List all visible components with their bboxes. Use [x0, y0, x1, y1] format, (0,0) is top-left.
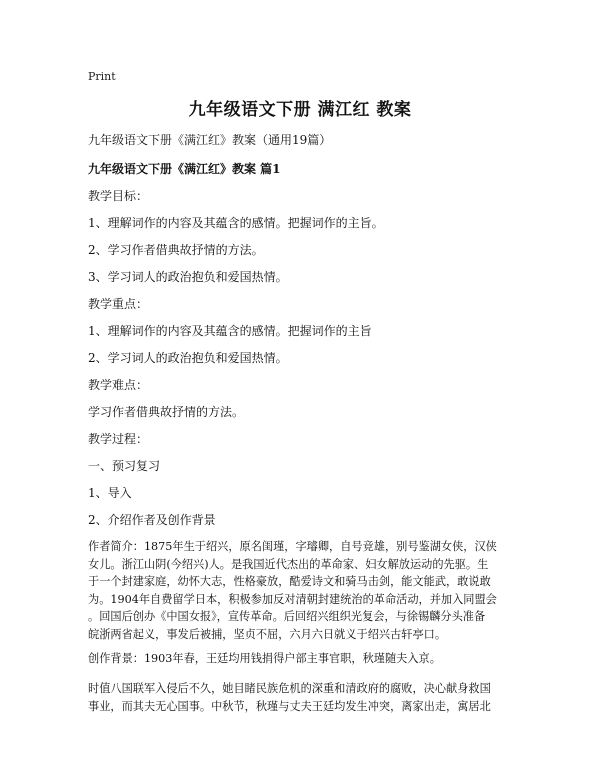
line-objective-1: 1、理解词作的内容及其蕴含的感情。把握词作的主旨。: [88, 216, 384, 230]
line-difficulty-heading: 教学难点：: [88, 378, 149, 392]
line-objective-3: 3、学习词人的政治抱负和爱国热情。: [88, 270, 288, 284]
creation-background: 创作背景：1903年春，王廷均用钱捐得户部主事官职，秋瑾随夫入京。: [88, 652, 441, 665]
line-objective-2: 2、学习作者借典故抒情的方法。: [88, 243, 264, 257]
author-intro-paragraph: [88, 538, 518, 644]
line-process-step-1: 一、预习复习: [88, 459, 161, 473]
line-process-author: 2、介绍作者及创作背景: [88, 513, 216, 527]
document-title: 九年级语文下册 满江红 教案: [188, 100, 412, 120]
author-intro-line: 为。1904年自费留学日本，积极参加反对清朝封建统治的革命活动，并加入同盟会: [88, 592, 497, 606]
line-process-import: 1、导入: [88, 486, 132, 500]
author-intro-line: 于一个封建家庭，幼怀大志，性格豪放，酷爱诗文和骑马击剑，能文能武，敢说敢: [88, 575, 491, 589]
line-keypoint-2: 2、学习词人的政治抱负和爱国热情。: [88, 351, 288, 365]
context-line: 事业，而其夫无心国事。中秋节，秋瑾与丈夫王廷均发生冲突，离家出走，寓居北: [88, 699, 491, 713]
author-intro-line: 。回国后创办《中国女报》，宣传革命。后回绍兴组织光复会，与徐锡麟分头准备: [88, 610, 486, 624]
context-paragraph: [88, 680, 518, 715]
line-difficulty-1: 学习作者借典故抒情的方法。: [88, 405, 245, 419]
document-subtitle: 九年级语文下册《满江红》教案（通用19篇）: [88, 133, 332, 147]
section-heading: 九年级语文下册《满江红》教案 篇1: [88, 162, 281, 176]
author-intro-line: 作者简介：1875年生于绍兴，原名闺瑾，字璿卿，自号竞雄，别号鉴湖女侠，汉侠: [88, 540, 497, 553]
context-line: 时值八国联军入侵后不久，她目睹民族危机的深重和清政府的腐败，决心献身救国: [88, 682, 491, 695]
author-intro-line: 皖浙两省起义，事发后被捕，坚贞不屈，六月六日就义于绍兴古轩亭口。: [88, 627, 447, 641]
line-keypoints-heading: 教学重点：: [88, 297, 149, 311]
line-keypoint-1: 1、理解词作的内容及其蕴含的感情。把握词作的主旨: [88, 324, 372, 338]
line-process-heading: 教学过程：: [88, 432, 149, 446]
author-intro-line: 女儿。浙江山阴(今绍兴)人。是我国近代杰出的革命家、妇女解放运动的先驱。生: [88, 557, 489, 571]
line-objectives-heading: 教学目标：: [88, 189, 149, 203]
print-label: Print: [88, 70, 116, 83]
